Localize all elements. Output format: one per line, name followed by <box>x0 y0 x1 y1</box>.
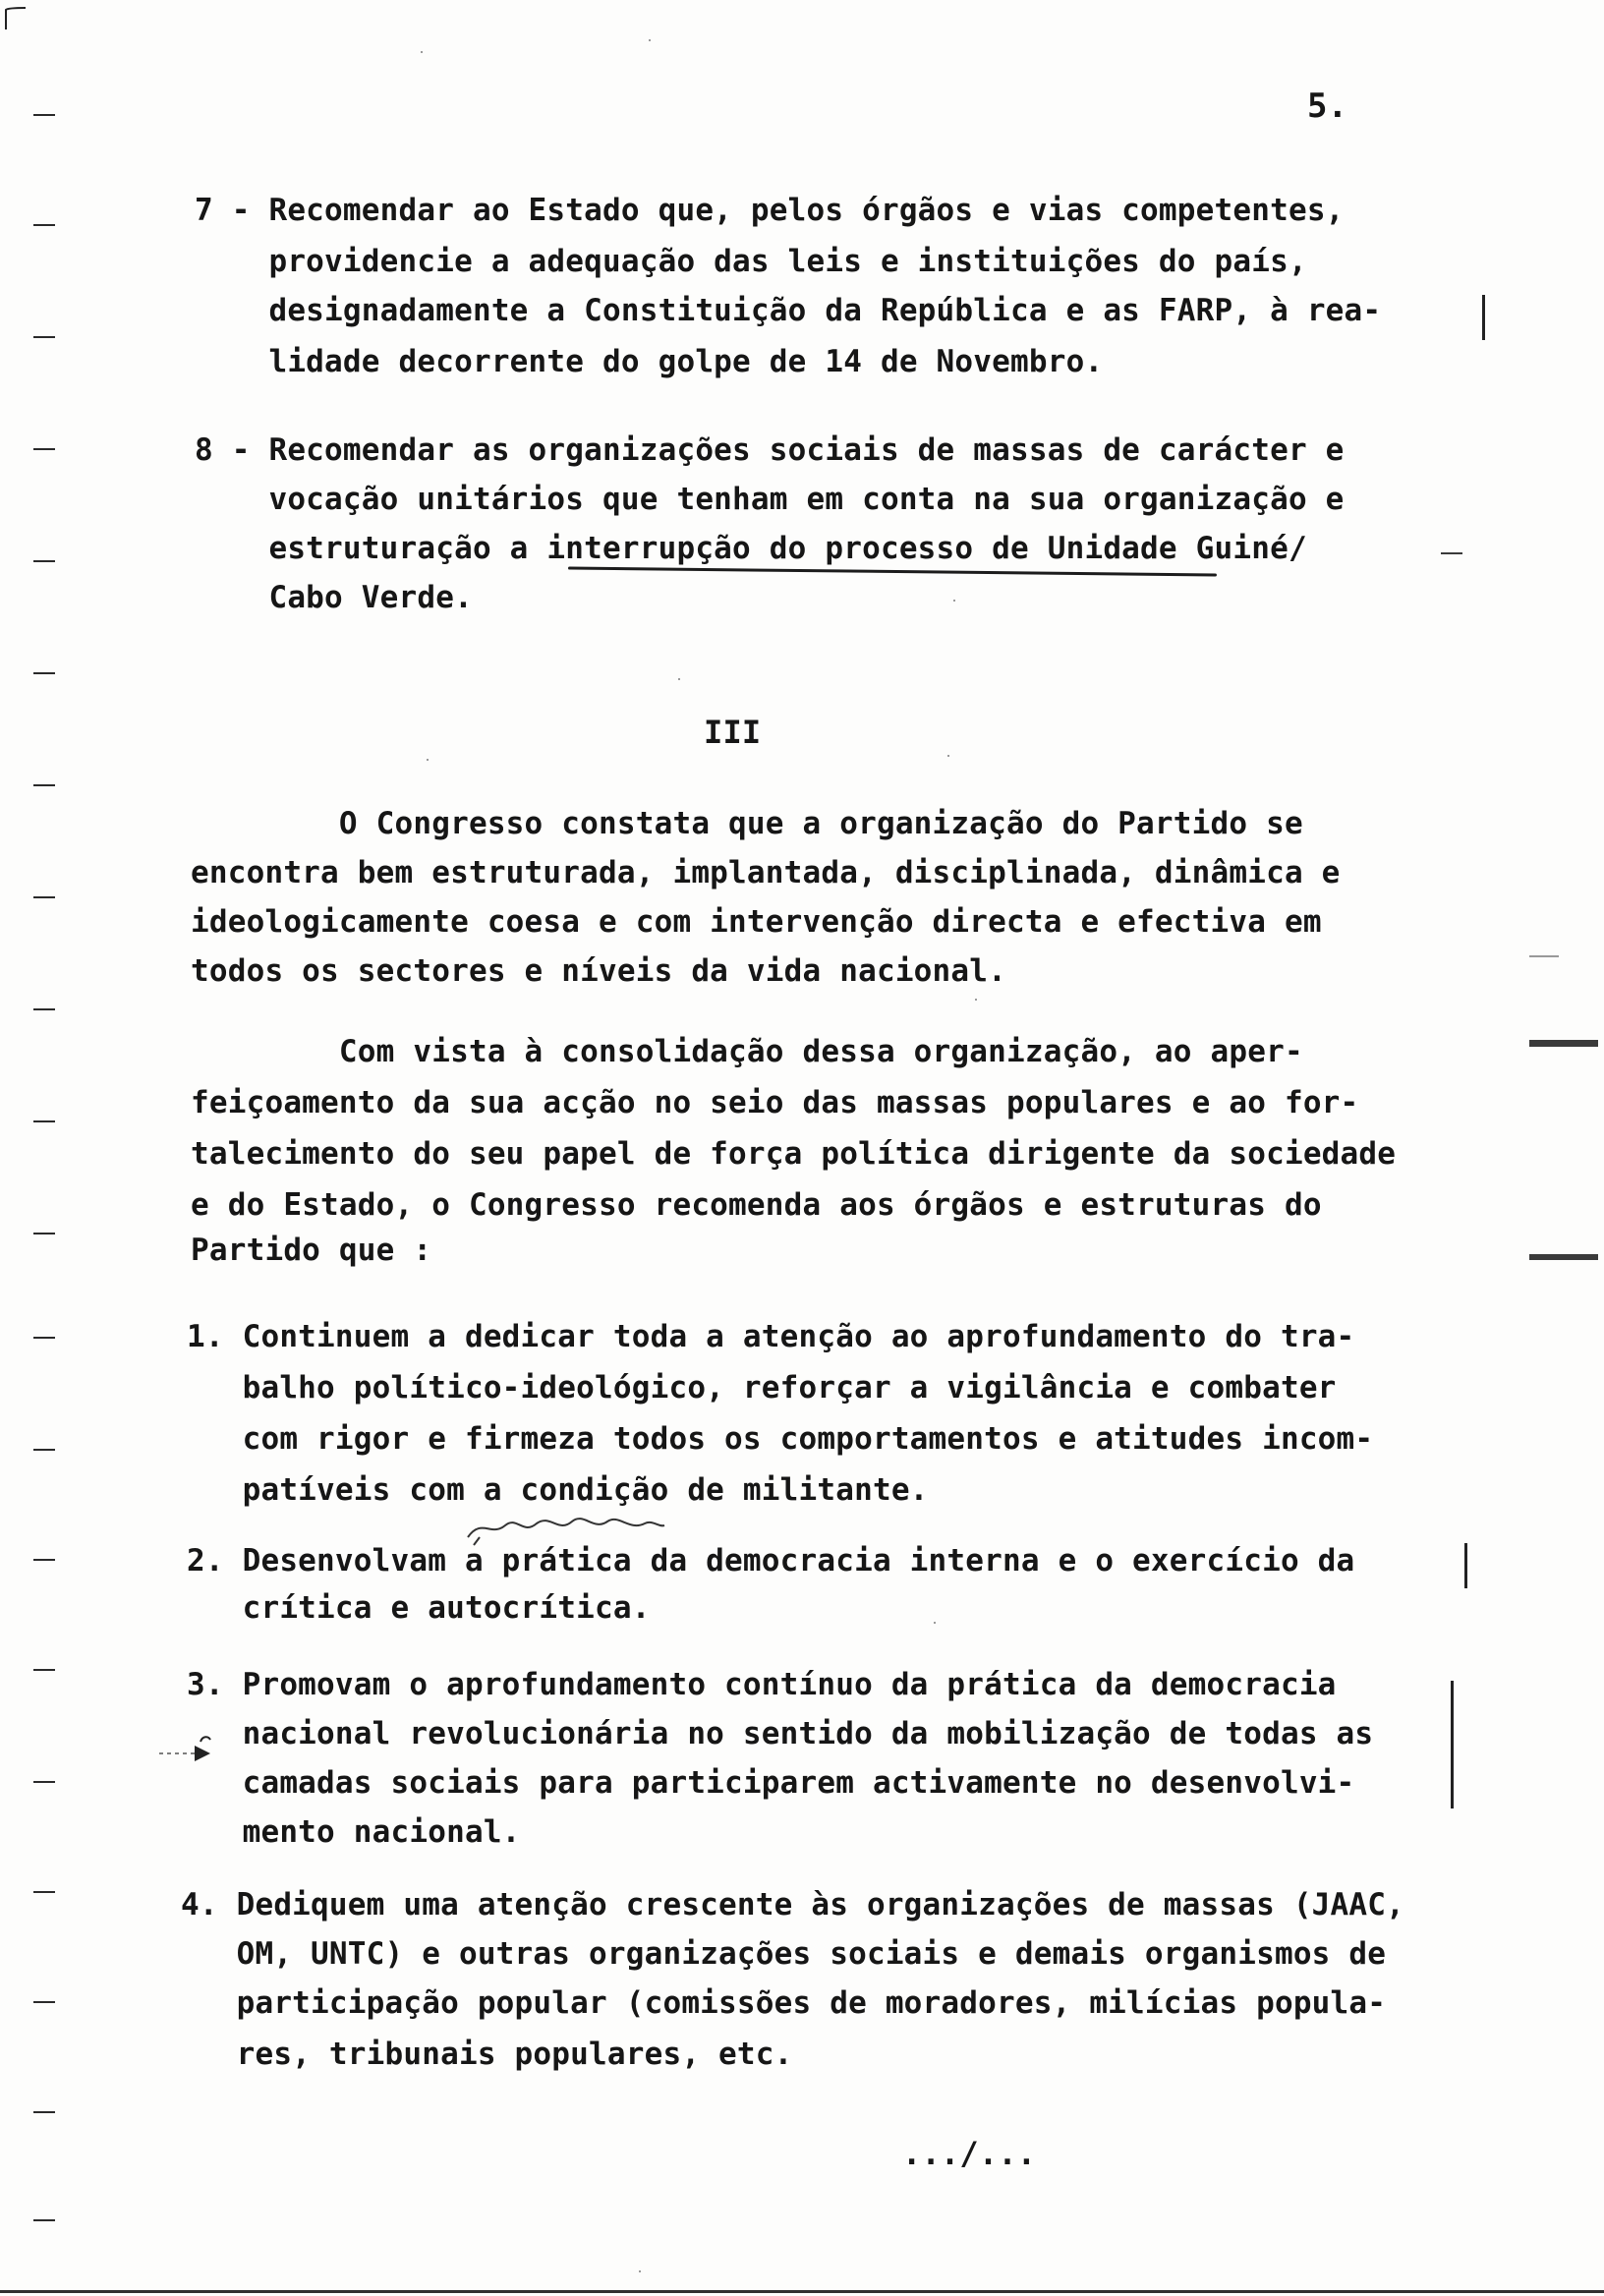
bottom-edge <box>0 2290 1604 2293</box>
text-line: Cabo Verde. <box>195 580 473 615</box>
margin-dash <box>1441 552 1462 554</box>
scan-speck <box>975 999 977 1001</box>
text-line: lidade decorrente do golpe de 14 de Novembro. <box>195 344 1104 379</box>
edge-mark <box>1529 1254 1598 1260</box>
continuation-mark: .../... <box>902 2135 1037 2172</box>
text-line: vocação unitários que tenham em conta na sua organização e <box>195 482 1345 517</box>
margin-dash <box>33 896 55 898</box>
page-number: 5. <box>1307 86 1348 126</box>
text-line: 8 - Recomendar as organizações sociais de massas de carácter e <box>195 432 1345 468</box>
margin-bar <box>1482 295 1485 340</box>
margin-dash <box>33 1008 55 1010</box>
margin-dash <box>33 1559 55 1561</box>
text-line: encontra bem estruturada, implantada, disciplinada, dinâmica e <box>191 855 1341 890</box>
scan-speck <box>427 759 429 761</box>
margin-dash <box>33 1120 55 1122</box>
scan-speck <box>649 39 651 41</box>
text-line: estruturação a interrupção do processo de Unidade Guiné/ <box>195 531 1307 566</box>
text-line: 1. Continuem a dedicar toda a atenção ao aprofundamento do tra- <box>187 1319 1355 1354</box>
margin-dash <box>33 2111 55 2113</box>
edge-mark <box>1529 1040 1598 1047</box>
margin-dash <box>33 1449 55 1451</box>
margin-dash <box>33 2001 55 2003</box>
edge-mark <box>1529 955 1559 957</box>
text-line: 7 - Recomendar ao Estado que, pelos órgãos e vias competentes, <box>195 193 1345 228</box>
handwritten-underline <box>568 567 1217 577</box>
text-line: OM, UNTC) e outras organizações sociais e demais organismos de <box>181 1936 1387 1972</box>
margin-dash <box>33 1233 55 1234</box>
margin-dash <box>33 2219 55 2221</box>
scan-speck <box>953 600 955 602</box>
text-line: 3. Promovam o aprofundamento contínuo da prática da democracia <box>187 1667 1337 1702</box>
scan-speck <box>947 755 949 757</box>
text-line: O Congresso constata que a organização do Partido se <box>191 806 1303 841</box>
scan-speck <box>421 51 423 53</box>
text-line: participação popular (comissões de moradores, milícias popula- <box>181 1985 1387 2021</box>
text-line: patíveis com a condição de militante. <box>187 1472 929 1508</box>
margin-dash <box>33 784 55 786</box>
scan-speck <box>678 678 680 680</box>
corner-mark <box>4 6 29 31</box>
text-line: 2. Desenvolvam a prática da democracia interna e o exercício da <box>187 1543 1355 1578</box>
margin-dash <box>33 224 55 226</box>
text-line: designadamente a Constituição da República e as FARP, à rea- <box>195 293 1382 328</box>
margin-dash <box>33 448 55 450</box>
text-line: mento nacional. <box>187 1814 521 1850</box>
text-line: e do Estado, o Congresso recomenda aos órgãos e estruturas do <box>191 1187 1322 1223</box>
text-line: balho político-ideológico, reforçar a vigilância e combater <box>187 1370 1337 1406</box>
text-line: providencie a adequação das leis e instituições do país, <box>195 244 1307 279</box>
text-line: ideologicamente coesa e com intervenção directa e efectiva em <box>191 904 1322 940</box>
text-line: res, tribunais populares, etc. <box>181 2037 793 2072</box>
margin-bar <box>1464 1543 1467 1588</box>
scan-speck <box>934 1622 936 1624</box>
margin-dash <box>33 560 55 562</box>
text-line: 4. Dediquem uma atenção crescente às organizações de massas (JAAC, <box>181 1887 1404 1923</box>
text-line: com rigor e firmeza todos os comportamentos e atitudes incom- <box>187 1421 1374 1457</box>
margin-dash <box>33 114 55 116</box>
scan-speck <box>639 2270 641 2272</box>
text-line: feiçoamento da sua acção no seio das massas populares e ao for- <box>191 1085 1359 1120</box>
handwritten-insertion <box>462 1508 668 1547</box>
section-heading: III <box>704 714 762 751</box>
text-line: todos os sectores e níveis da vida nacional. <box>191 953 1006 989</box>
text-line: nacional revolucionária no sentido da mobilização de todas as <box>187 1716 1374 1751</box>
margin-dash <box>33 1781 55 1783</box>
margin-dash <box>33 1669 55 1671</box>
text-line: camadas sociais para participarem activamente no desenvolvi- <box>187 1765 1355 1801</box>
margin-dash <box>33 1891 55 1893</box>
margin-dash <box>33 1337 55 1339</box>
margin-bar <box>1451 1681 1454 1808</box>
text-line: crítica e autocrítica. <box>187 1590 651 1626</box>
margin-dash <box>33 336 55 338</box>
margin-arrow-mark <box>157 1730 216 1769</box>
margin-dash <box>33 672 55 674</box>
text-line: Com vista à consolidação dessa organização, ao aper- <box>191 1034 1303 1069</box>
text-line: talecimento do seu papel de força política dirigente da sociedade <box>191 1136 1397 1172</box>
text-line: Partido que : <box>191 1233 432 1268</box>
